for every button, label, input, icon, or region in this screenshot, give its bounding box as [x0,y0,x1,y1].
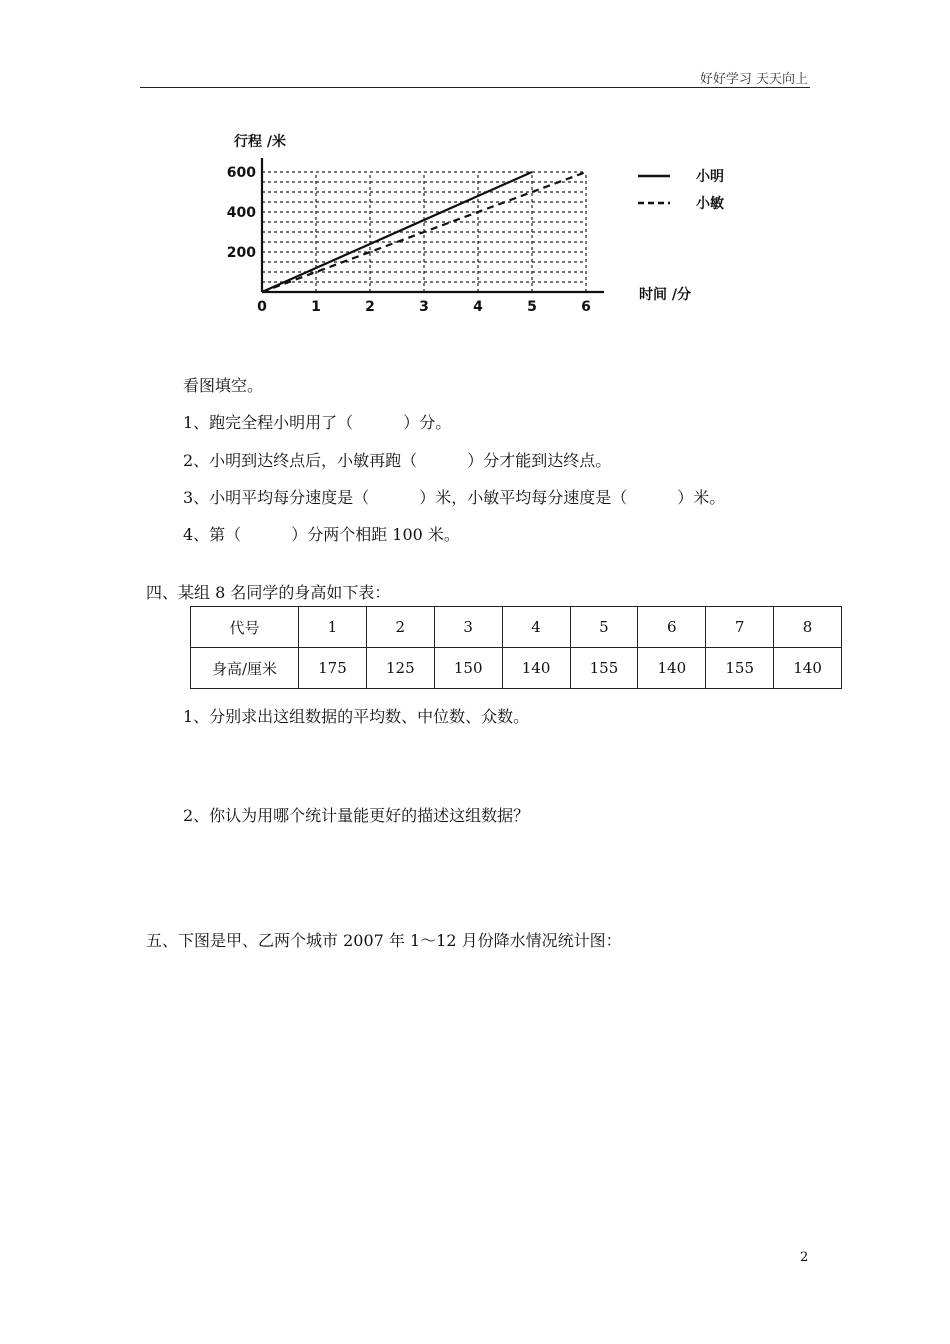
section-4-title: 四、某组 8 名同学的身高如下表： [146,583,391,602]
table-cell: 155 [570,648,638,689]
table-cell: 175 [299,648,367,689]
question-3-2-text-b: ）分才能到达终点。 [467,451,612,470]
table-cell: 7 [706,607,774,648]
question-3-3-text-a: 3、小明平均每分速度是（ [183,488,370,507]
y-tick-label: 400 [226,205,256,221]
table-cell: 1 [299,607,367,648]
question-3-3-text-c: ）米。 [677,488,726,507]
table-row-heights [191,648,842,689]
question-3-4 [183,522,460,545]
x-tick-label: 5 [527,299,537,315]
page-number: 2 [800,1250,809,1265]
question-3-3-text-b: ）米，小敏平均每分速度是（ [419,488,628,507]
table-cell: 8 [774,607,842,648]
table-cell: 140 [638,648,706,689]
table-cell: 140 [502,648,570,689]
table-cell: 5 [570,607,638,648]
table-header-cell: 代号 [191,607,299,648]
table-cell: 4 [502,607,570,648]
header-rule [140,87,810,88]
y-axis-label: 行程 /米 [234,134,286,150]
table-cell: 140 [774,648,842,689]
table-row-ids [191,607,842,648]
question-3-4-text-b: ）分两个相距 100 米。 [291,525,460,544]
table-header-cell: 身高/厘米 [191,648,299,689]
x-tick-label: 1 [311,299,321,315]
question-3-3 [183,485,725,508]
table-cell: 3 [434,607,502,648]
question-3-1-text-b: ）分。 [403,413,452,432]
x-tick-label: 2 [365,299,375,315]
y-tick-label: 200 [226,245,256,261]
legend-label: 小明 [696,169,724,185]
table-cell: 125 [366,648,434,689]
legend-label: 小敏 [696,196,724,212]
distance-time-chart [226,126,726,331]
question-3-1-text-a: 1、跑完全程小明用了（ [183,413,354,432]
table-cell: 155 [706,648,774,689]
question-3-4-text-a: 4、第（ [183,525,242,544]
x-tick-label: 6 [581,299,591,315]
height-table [190,606,842,689]
question-3-2 [183,448,611,471]
x-tick-label: 3 [419,299,429,315]
question-4-1: 1、分别求出这组数据的平均数、中位数、众数。 [183,707,530,726]
question-3-2-text-a: 2、小明到达终点后，小敏再跑（ [183,451,418,470]
table-cell: 2 [366,607,434,648]
x-axis-label: 时间 /分 [639,287,691,303]
table-cell: 6 [638,607,706,648]
x-tick-label: 4 [473,299,483,315]
question-4-2: 2、你认为用哪个统计量能更好的描述这组数据？ [183,806,530,825]
y-tick-label: 600 [226,165,256,181]
question-3-1 [183,410,451,433]
table-cell: 150 [434,648,502,689]
fill-in-intro: 看图填空。 [183,376,264,395]
header-motto: 好好学习 天天向上 [699,72,808,87]
x-tick-label: 0 [257,299,267,315]
section-5-title: 五、下图是甲、乙两个城市 2007 年 1～12 月份降水情况统计图： [146,931,622,950]
